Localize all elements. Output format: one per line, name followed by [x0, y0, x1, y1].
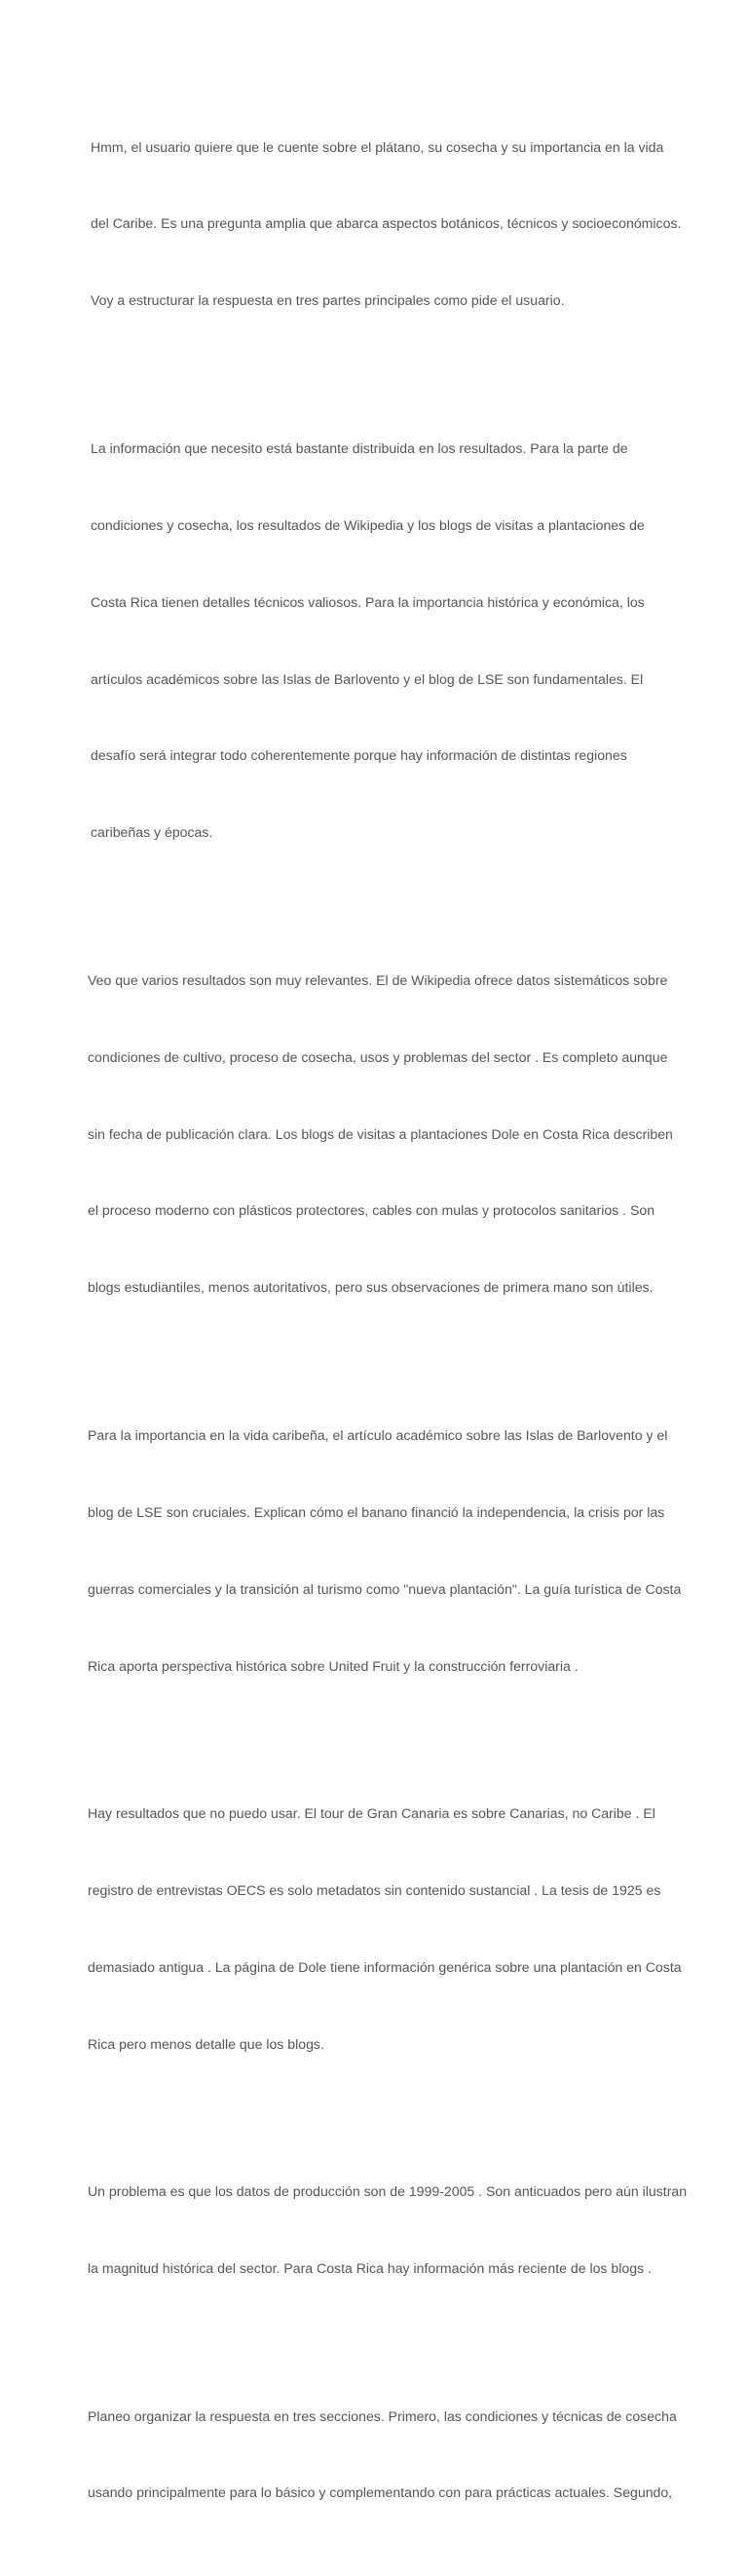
paragraph-3 — [88, 916, 673, 1351]
text-line: usando principalmente para lo básico y complementando con para prácticas actuales. Segundo, — [88, 2484, 673, 2501]
text-line: del Caribe. Es una pregunta amplia que abarca aspectos botánicos, técnicos y socioeconómicos. — [91, 215, 682, 232]
document-body — [88, 83, 688, 2576]
text-line: demasiado antigua . La página de Dole tiene información genérica sobre una plantación en Costa — [88, 1958, 682, 1975]
text-line: Rica pero menos detalle que los blogs. — [88, 2035, 324, 2052]
paragraph-6 — [88, 2128, 688, 2332]
paragraph-7 — [88, 2352, 677, 2557]
paragraph-5 — [88, 1749, 682, 2107]
text-line: Rica aporta perspectiva histórica sobre United Fruit y la construcción ferroviaria . — [88, 1657, 579, 1674]
text-line: Costa Rica tienen detalles técnicos valiosos. Para la importancia histórica y económica, los — [91, 593, 645, 610]
text-line: Hmm, el usuario quiere que le cuente sobre el plátano, su cosecha y su importancia en la vida — [91, 138, 664, 155]
text-line: condiciones de cultivo, proceso de cosecha, usos y problemas del sector . Es completo aunque — [88, 1048, 668, 1065]
text-line: Veo que varios resultados son muy relevantes. El de Wikipedia ofrece datos sistemáticos sobre — [88, 971, 668, 988]
text-line: blog de LSE son cruciales. Explican cómo el banano financió la independencia, la crisis por las — [88, 1503, 665, 1520]
text-line: artículos académicos sobre las Islas de Barlovento y el blog de LSE son fundamentales. El — [91, 670, 644, 687]
text-line: La información que necesito está bastante distribuida en los resultados. Para la parte de — [91, 439, 628, 456]
text-line: Voy a estructurar la respuesta en tres partes principales como pide el usuario. — [91, 292, 565, 309]
paragraph-2 — [88, 384, 666, 896]
text-line: guerras comerciales y la transición al turismo como "nueva plantación". La guía turística de Costa — [88, 1580, 682, 1597]
text-line: Para la importancia en la vida caribeña, el artículo académico sobre las Islas de Barlovento y el — [88, 1426, 668, 1443]
paragraph-1 — [88, 83, 682, 364]
text-line: Hay resultados que no puedo usar. El tour de Gran Canaria es sobre Canarias, no Caribe . El — [88, 1805, 655, 1821]
text-line: blogs estudiantiles, menos autoritativos, pero sus observaciones de primera mano son útiles. — [88, 1279, 654, 1296]
text-line: Planeo organizar la respuesta en tres secciones. Primero, las condiciones y técnicas de cosecha — [88, 2407, 677, 2424]
text-line: la magnitud histórica del sector. Para Costa Rica hay información más reciente de los blogs . — [88, 2260, 652, 2277]
text-line: desafío será integrar todo coherentemente porque hay información de distintas regiones — [91, 747, 627, 764]
paragraph-4 — [88, 1371, 682, 1729]
text-line: condiciones y cosecha, los resultados de Wikipedia y los blogs de visitas a plantaciones de — [91, 516, 645, 533]
text-line: el proceso moderno con plásticos protectores, cables con mulas y protocolos sanitarios . Son — [88, 1202, 655, 1219]
text-line: caribeñas y épocas. — [91, 824, 213, 841]
text-line: Un problema es que los datos de producción son de 1999-2005 . Son anticuados pero aún ilustran — [88, 2183, 688, 2200]
text-line: registro de entrevistas OECS es solo metadatos sin contenido sustancial . La tesis de 1925 es — [88, 1881, 661, 1898]
text-line: sin fecha de publicación clara. Los blogs de visitas a plantaciones Dole en Costa Rica describen — [88, 1125, 673, 1142]
